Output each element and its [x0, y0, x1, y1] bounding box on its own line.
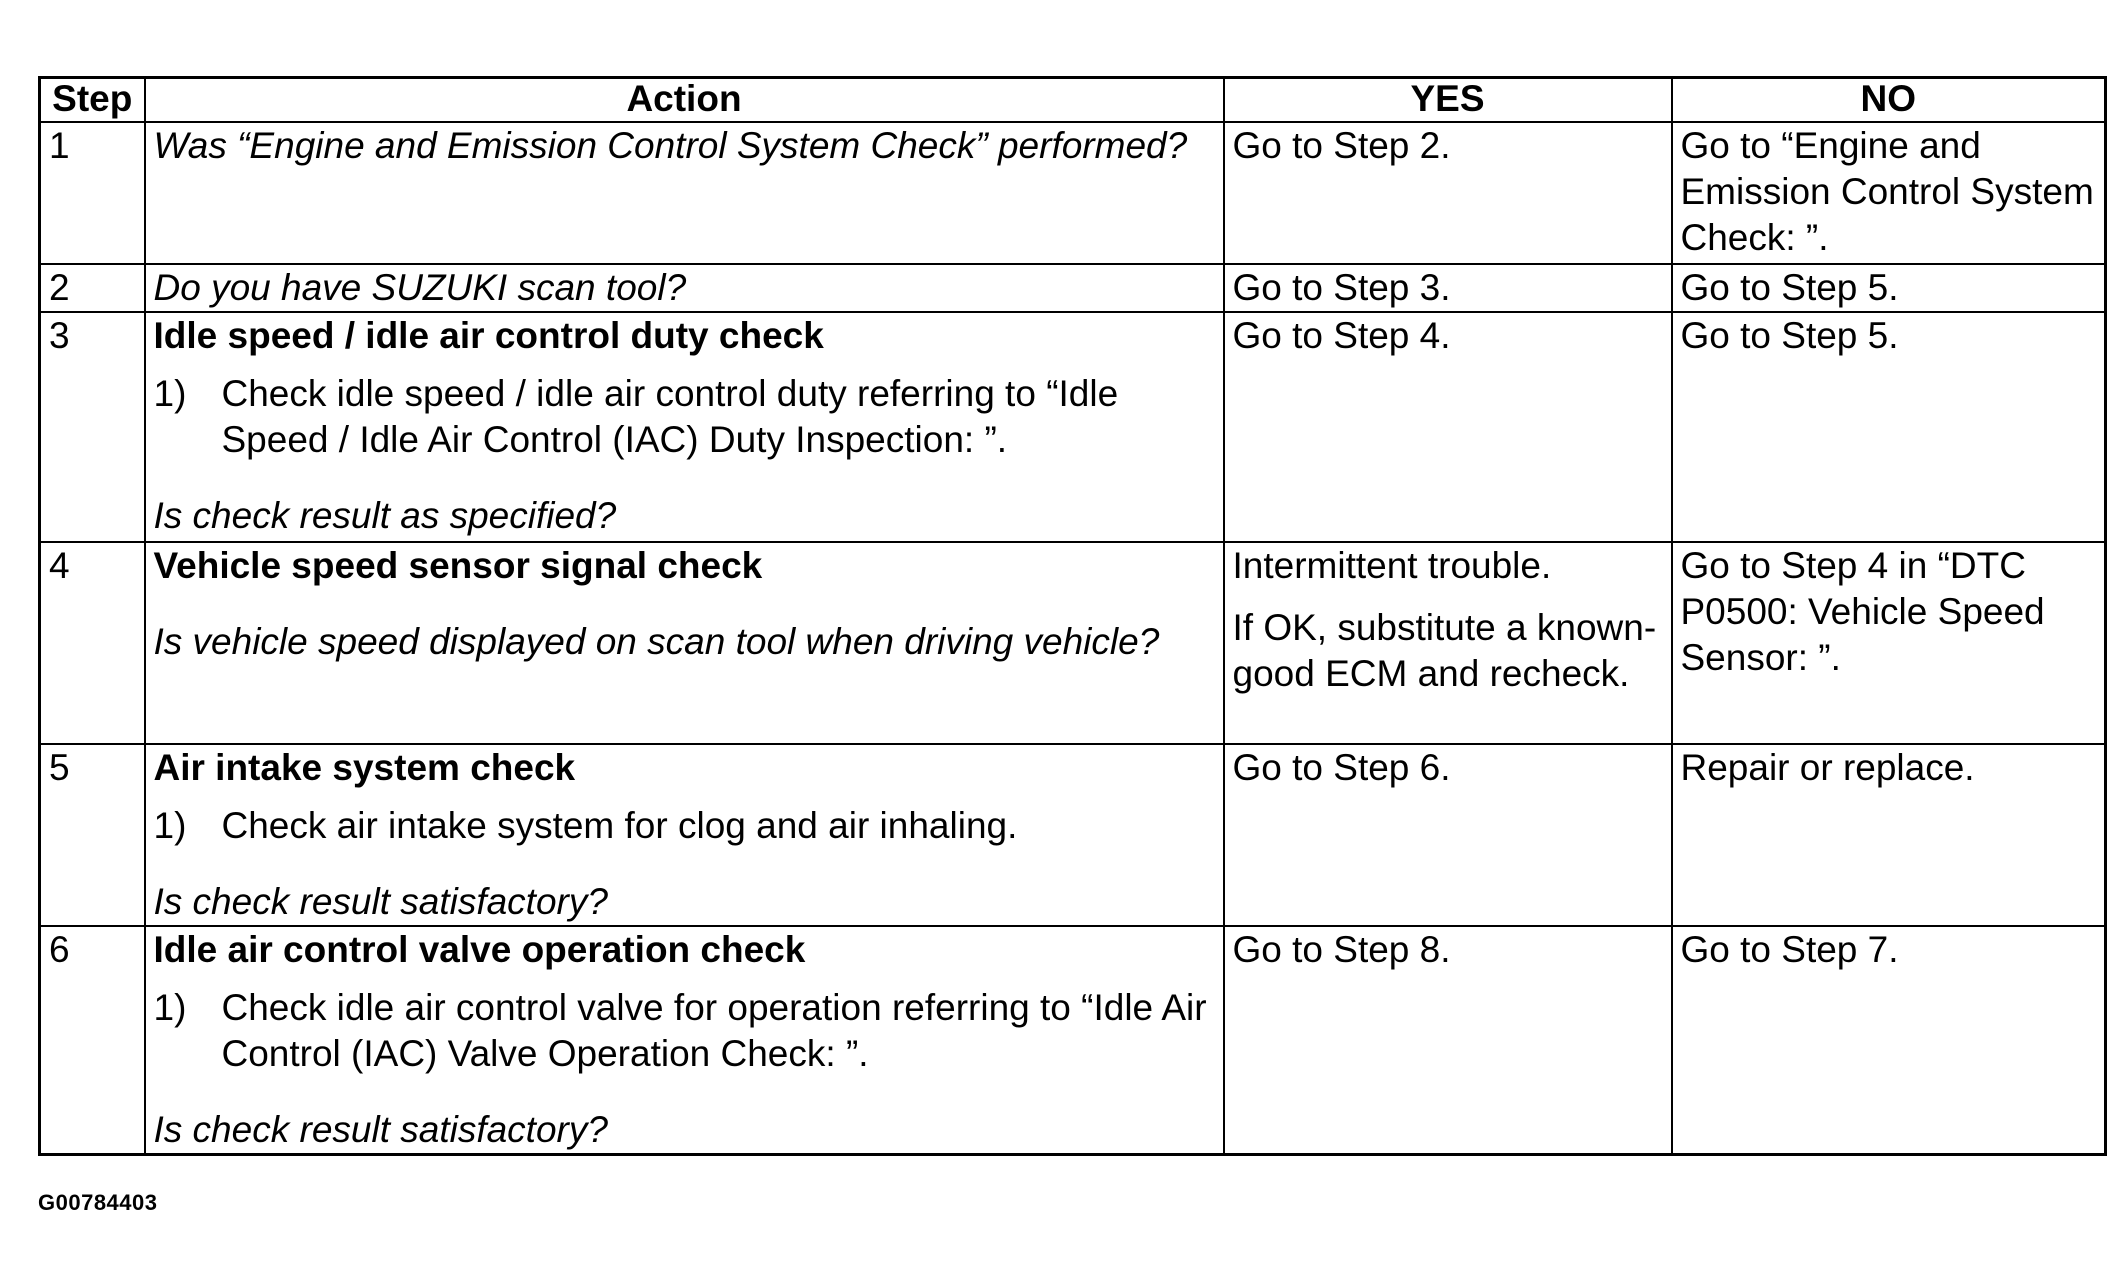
action-question: Is vehicle speed displayed on scan tool when driving vehicle?: [153, 621, 1160, 662]
diagnostic-procedure: [38, 76, 2104, 1156]
table-row: [40, 264, 2106, 312]
action-cell: [145, 312, 1224, 542]
table-row: [40, 312, 2106, 542]
substep-text: Check air intake system for clog and air inhaling.: [221, 805, 1018, 846]
action-cell: [145, 542, 1224, 744]
action-cell: [145, 926, 1224, 1155]
action-cell: [145, 122, 1224, 264]
action-question: Is check result satisfactory?: [153, 881, 608, 922]
no-cell: Repair or replace.: [1672, 744, 2106, 926]
action-title: Idle speed / idle air control duty check: [153, 315, 824, 356]
table-row: [40, 926, 2106, 1155]
header-step: Step: [40, 78, 145, 123]
step-number: 2: [40, 264, 145, 312]
step-number: 5: [40, 744, 145, 926]
no-cell: Go to Step 4 in “DTC P0500: Vehicle Speed Sensor: ”.: [1672, 542, 2106, 744]
yes-cell: [1224, 542, 1672, 744]
no-cell: Go to Step 5.: [1672, 312, 2106, 542]
yes-cell: Go to Step 2.: [1224, 122, 1672, 264]
yes-text: Intermittent trouble.: [1232, 545, 1552, 586]
substep-number: 1): [153, 805, 187, 846]
step-number: 4: [40, 542, 145, 744]
table-row: [40, 122, 2106, 264]
header-yes: YES: [1224, 78, 1672, 123]
yes-text-note: If OK, substitute a known-good ECM and recheck.: [1232, 607, 1657, 694]
substep-text: Check idle air control valve for operation referring to “Idle Air Control (IAC) Valve Operation Check: ”.: [221, 987, 1207, 1074]
step-number: 6: [40, 926, 145, 1155]
yes-cell: Go to Step 3.: [1224, 264, 1672, 312]
table-header-row: [40, 78, 2106, 123]
header-no: NO: [1672, 78, 2106, 123]
substep-number: 1): [153, 987, 187, 1028]
substep-number: 1): [153, 373, 187, 414]
action-substep: [154, 985, 1215, 1077]
action-question: Do you have SUZUKI scan tool?: [153, 267, 687, 308]
header-action: Action: [145, 78, 1224, 123]
no-cell: Go to Step 7.: [1672, 926, 2106, 1155]
step-number: 3: [40, 312, 145, 542]
step-number: 1: [40, 122, 145, 264]
table-row: [40, 542, 2106, 744]
action-title: Air intake system check: [153, 747, 576, 788]
action-question: Was “Engine and Emission Control System Check” performed?: [153, 125, 1188, 166]
yes-cell: Go to Step 8.: [1224, 926, 1672, 1155]
table-row: [40, 744, 2106, 926]
yes-cell: Go to Step 6.: [1224, 744, 1672, 926]
action-question: Is check result satisfactory?: [153, 1109, 608, 1150]
action-title: Vehicle speed sensor signal check: [153, 545, 763, 586]
action-title: Idle air control valve operation check: [153, 929, 806, 970]
yes-cell: Go to Step 4.: [1224, 312, 1672, 542]
diagnostic-table: [38, 76, 2107, 1156]
no-cell: Go to “Engine and Emission Control System Check: ”.: [1672, 122, 2106, 264]
figure-id: G00784403: [38, 1190, 158, 1215]
action-cell: [145, 264, 1224, 312]
action-substep: [154, 371, 1215, 463]
substep-text: Check idle speed / idle air control duty referring to “Idle Speed / Idle Air Control (IAC) Duty Inspection: ”.: [221, 373, 1119, 460]
action-substep: [154, 803, 1215, 849]
no-cell: Go to Step 5.: [1672, 264, 2106, 312]
action-question: Is check result as specified?: [153, 495, 617, 536]
action-cell: [145, 744, 1224, 926]
